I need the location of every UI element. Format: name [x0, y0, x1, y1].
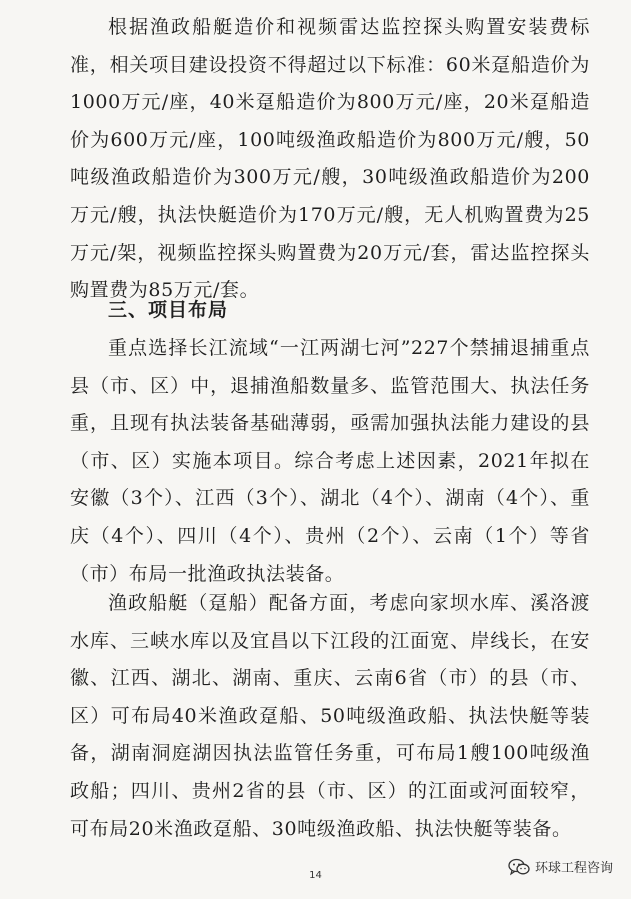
paragraph-project-layout: 重点选择长江流域“一江两湖七河”227个禁捕退捕重点县（市、区）中，退捕渔船数量多、监管范围大、执法任务重，且现有执法装备基础薄弱，亟需加强执法能力建设的县（市、区）实施本项目。综合考虑上述因素，2021年拟在安徽（3个）、江西（3个）、湖北（4个）、湖南（4个）、重庆（4个）、四川（4个）、贵州（2个）、云南（1个）等省（市）布局一批渔政执法装备。: [70, 337, 590, 585]
page-number: 14: [309, 870, 322, 881]
paragraph-vessel-allocation: 渔政船艇（趸船）配备方面，考虑向家坝水库、溪洛渡水库、三峡水库以及宜昌以下江段的江面宽、岸线长，在安徽、江西、湖北、湖南、重庆、云南6省（市）的县（市、区）可布局40米渔政趸船、50吨级渔政船、执法快艇等装备，湖南洞庭湖因执法监管任务重，可布局1艘100吨级渔政船；四川、贵州2省的县（市、区）的江面或河面较窄，可布局20米渔政趸船、30吨级渔政船、执法快艇等装备。: [70, 592, 590, 840]
paragraph-cost-standards: 根据渔政船艇造价和视频雷达监控探头购置安装费标准，相关项目建设投资不得超过以下标准：60米趸船造价为1000万元/座，40米趸船造价为800万元/座，20米趸船造价为600万元/座，100吨级渔政船造价为800万元/艘，50吨级渔政船造价为300万元/艘，30吨级渔政船造价为200万元/艘，执法快艇造价为170万元/艘，无人机购置费为25万元/架，视频监控探头购置费为20万元/套，雷达监控探头购置费为85万元/套。: [70, 16, 590, 302]
watermark-text: 环球工程咨询: [534, 861, 613, 876]
section-heading: 三、项目布局: [108, 299, 229, 321]
